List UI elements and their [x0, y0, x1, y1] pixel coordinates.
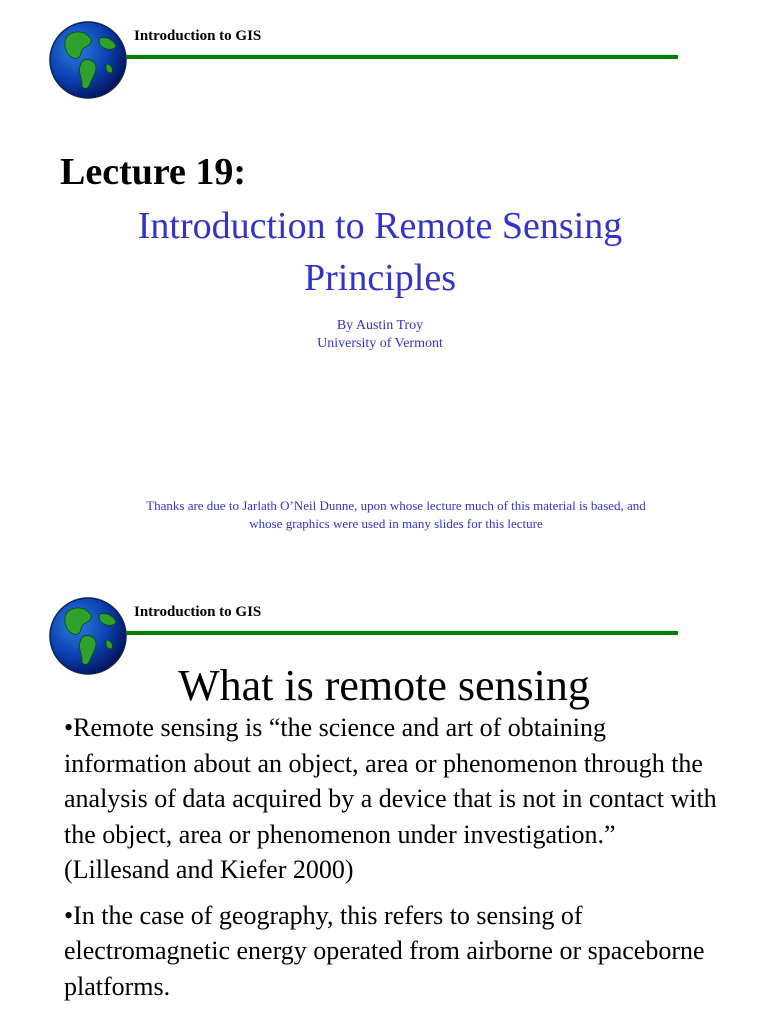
- header-title: Introduction to GIS: [134, 604, 262, 620]
- header-title: Introduction to GIS: [134, 28, 262, 44]
- lecture-number: Lecture 19:: [60, 151, 247, 193]
- credits-line: whose graphics were used in many slides for this lecture: [249, 516, 543, 531]
- definition-slide: [0, 580, 768, 1024]
- lecture-title: [0, 200, 760, 304]
- bullet-item: •In the case of geography, this refers to sensing of electromagnetic energy operated from airborne or spaceborne platforms.: [64, 900, 705, 1001]
- slide-heading: What is remote sensing: [178, 661, 590, 710]
- lecture-title-line: Principles: [304, 257, 456, 299]
- author: By Austin Troy: [336, 318, 424, 333]
- globe-icon: [48, 20, 128, 100]
- credits: [100, 497, 692, 533]
- bullet-list: [64, 710, 724, 1014]
- lecture-title-line: Introduction to Remote Sensing: [137, 205, 623, 247]
- affiliation: University of Vermont: [317, 336, 443, 351]
- byline: [0, 317, 760, 353]
- header-rule: [126, 631, 678, 635]
- header-rule: [126, 55, 678, 59]
- bullet-item: •Remote sensing is “the science and art of obtaining information about an object, area or phenomenon through the analysis of data acquired by a device that is not in contact with the object, area or phenomenon under investigation.” (Lillesand and Kiefer 2000): [64, 713, 717, 884]
- credits-line: Thanks are due to Jarlath O’Neil Dunne, upon whose lecture much of this material is based, and: [146, 498, 646, 513]
